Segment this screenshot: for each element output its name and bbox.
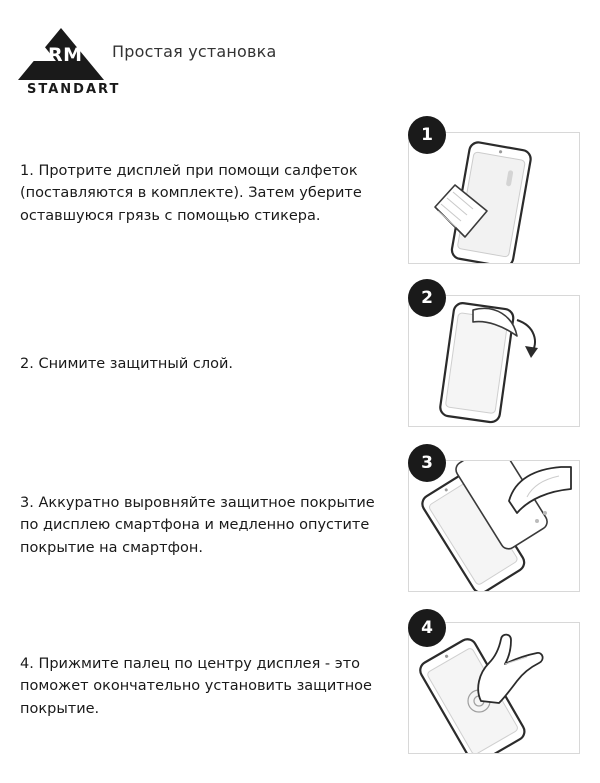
step-1-text: 1. Протрите дисплей при помощи салфеток (поставляются в комплекте). Затем уберите оставшуюся грязь с помощью стикера.: [20, 163, 362, 224]
step-2-badge: 2: [408, 279, 446, 317]
step-4-text: 4. Прижмите палец по центру дисплея - это поможет окончательно установить защитное покрытие.: [20, 656, 372, 717]
step-4-badge: 4: [408, 609, 446, 647]
step-3-text: 3. Аккуратно выровняйте защитное покрытие по дисплею смартфона и медленно опустите покрытие на смартфон.: [20, 495, 375, 556]
document-header: [0, 0, 600, 110]
step-1-badge: 1: [408, 116, 446, 154]
page-title: Простая установка: [112, 42, 277, 61]
step-3-badge: 3: [408, 444, 446, 482]
brand-logo: [18, 28, 121, 100]
logo-brand-bottom: STANDART: [27, 82, 121, 97]
logo-brand-top: RM: [48, 44, 83, 66]
step-2-text: 2. Снимите защитный слой.: [20, 356, 234, 372]
